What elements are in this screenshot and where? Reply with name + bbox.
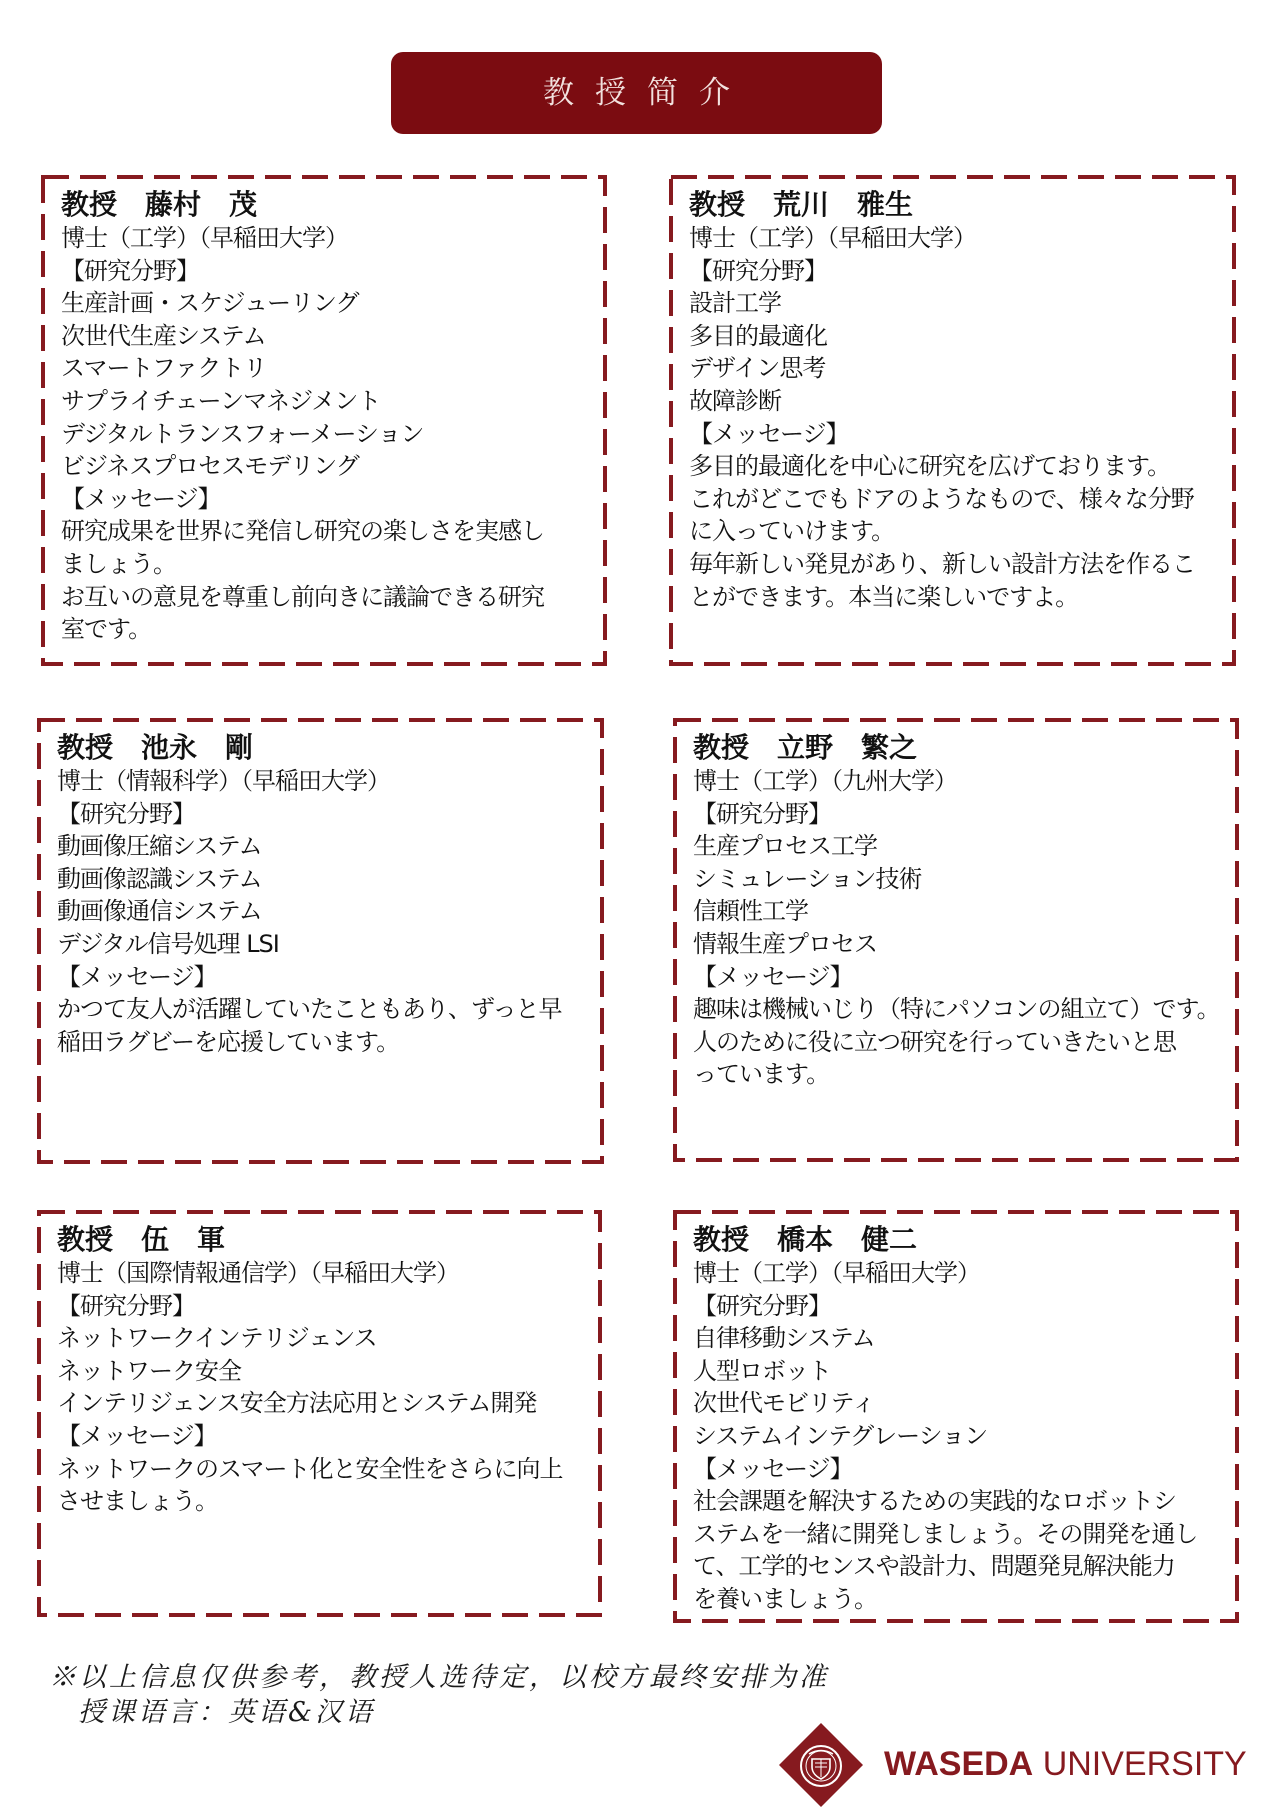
research-field: 動画像通信システム: [57, 897, 262, 926]
research-field: 多目的最適化: [689, 321, 827, 350]
professor-name: 教授 伍 軍: [57, 1223, 226, 1256]
professor-card-1: [41, 175, 607, 666]
research-field: システムインテグレーション: [693, 1421, 988, 1450]
message-line: 社会課題を解決するための実践的なロボットシ: [693, 1487, 1176, 1516]
professor-card-4: [673, 718, 1239, 1162]
research-field: デザイン思考: [689, 354, 826, 383]
research-field: インテリジェンス安全方法応用とシステム開発: [57, 1389, 537, 1418]
teaching-language: 授课语言：英语&汉语: [78, 1697, 376, 1728]
professor-degree: 博士（工学）（早稲田大学）: [689, 224, 976, 252]
message-label: 【メッセージ】: [57, 962, 217, 991]
professor-card-2: [669, 175, 1236, 666]
message-line: とができます。本当に楽しいですよ。: [689, 582, 1079, 611]
message-line: 趣味は機械いじり（特にパソコンの組立て）です。: [693, 995, 1220, 1024]
message-label: 【メッセージ】: [693, 1454, 853, 1483]
professor-card-5: [37, 1210, 602, 1617]
research-field: シミュレーション技術: [693, 864, 922, 893]
research-field: 次世代生産システム: [61, 321, 266, 350]
page-title: 教授简介: [543, 75, 751, 111]
message-line: っています。: [693, 1060, 830, 1089]
message-line: かつて友人が活躍していたこともあり、ずっと早: [57, 995, 562, 1024]
message-line: に入っていけます。: [689, 517, 895, 546]
message-line: ネットワークのスマート化と安全性をさらに向上: [57, 1454, 563, 1483]
disclaimer-note: ※以上信息仅供参考，教授人选待定，以校方最终安排为准: [49, 1662, 829, 1693]
research-fields-label: 【研究分野】: [689, 256, 827, 285]
message-line: ましょう。: [61, 549, 176, 578]
research-field: 情報生産プロセス: [693, 929, 877, 958]
message-label: 【メッセージ】: [689, 419, 849, 448]
research-field: 生産計画・スケジューリング: [61, 289, 359, 318]
message-line: これがどこでもドアのようなもので、様々な分野: [689, 484, 1194, 513]
message-line: 稲田ラグビーを応援しています。: [57, 1027, 400, 1056]
wordmark-waseda: WASEDA: [884, 1745, 1034, 1783]
message-label: 【メッセージ】: [693, 962, 853, 991]
research-field: ネットワーク安全: [57, 1356, 241, 1385]
professor-degree: 博士（工学）（早稲田大学）: [693, 1259, 980, 1287]
research-field: サプライチェーンマネジメント: [61, 386, 381, 415]
wordmark-university: UNIVERSITY: [1042, 1745, 1247, 1783]
university-seal-icon: [779, 1723, 863, 1807]
research-fields-label: 【研究分野】: [693, 1291, 831, 1320]
research-field: スマートファクトリ: [61, 354, 267, 383]
professor-name: 教授 荒川 雅生: [689, 188, 914, 221]
message-label: 【メッセージ】: [61, 484, 221, 513]
research-field: 信頼性工学: [693, 897, 808, 926]
professor-degree: 博士（情報科学）（早稲田大学）: [57, 767, 390, 795]
message-line: 室です。: [61, 615, 152, 644]
message-line: て、工学的センスや設計力、問題発見解決能力: [693, 1552, 1175, 1581]
university-wordmark: [884, 1741, 1247, 1787]
research-field: 動画像認識システム: [57, 864, 262, 893]
message-line: を養いましょう。: [693, 1584, 877, 1613]
research-field: デジタルトランスフォーメーション: [61, 419, 424, 448]
research-field: デジタル信号処理 LSI: [57, 929, 279, 958]
research-field: ネットワークインテリジェンス: [57, 1324, 377, 1353]
message-line: 多目的最適化を中心に研究を広げております。: [689, 452, 1171, 481]
message-label: 【メッセージ】: [57, 1421, 217, 1450]
professor-card-6: [673, 1210, 1239, 1623]
professor-name: 教授 池永 剛: [57, 731, 254, 764]
professor-name: 教授 藤村 茂: [61, 188, 258, 221]
research-fields-label: 【研究分野】: [57, 799, 195, 828]
research-field: 生産プロセス工学: [693, 832, 877, 861]
professor-degree: 博士（国際情報通信学）（早稲田大学）: [57, 1259, 459, 1287]
message-line: 研究成果を世界に発信し研究の楽しさを実感し: [61, 517, 544, 546]
professor-degree: 博士（工学）（早稲田大学）: [61, 224, 348, 252]
research-fields-label: 【研究分野】: [693, 799, 831, 828]
research-field: ビジネスプロセスモデリング: [61, 452, 359, 481]
message-line: 人のために役に立つ研究を行っていきたいと思: [693, 1027, 1176, 1056]
message-line: お互いの意見を尊重し前向きに議論できる研究: [61, 582, 544, 611]
title-banner: [391, 52, 882, 134]
research-field: 次世代モビリティ: [693, 1389, 875, 1418]
research-field: 設計工学: [689, 289, 781, 318]
research-field: 自律移動システム: [693, 1324, 875, 1353]
message-line: 毎年新しい発見があり、新しい設計方法を作るこ: [689, 549, 1195, 578]
research-field: 故障診断: [689, 386, 781, 415]
research-field: 人型ロボット: [693, 1356, 831, 1385]
professor-name: 教授 立野 繁之: [693, 731, 918, 764]
research-fields-label: 【研究分野】: [61, 256, 199, 285]
professor-degree: 博士（工学）（九州大学）: [693, 767, 957, 795]
message-line: ステムを一緒に開発しましょう。その開発を通し: [693, 1519, 1198, 1548]
professor-name: 教授 橋本 健二: [693, 1223, 918, 1256]
message-line: させましょう。: [57, 1487, 218, 1516]
professor-card-3: [37, 718, 604, 1164]
research-fields-label: 【研究分野】: [57, 1291, 195, 1320]
research-field: 動画像圧縮システム: [57, 832, 262, 861]
